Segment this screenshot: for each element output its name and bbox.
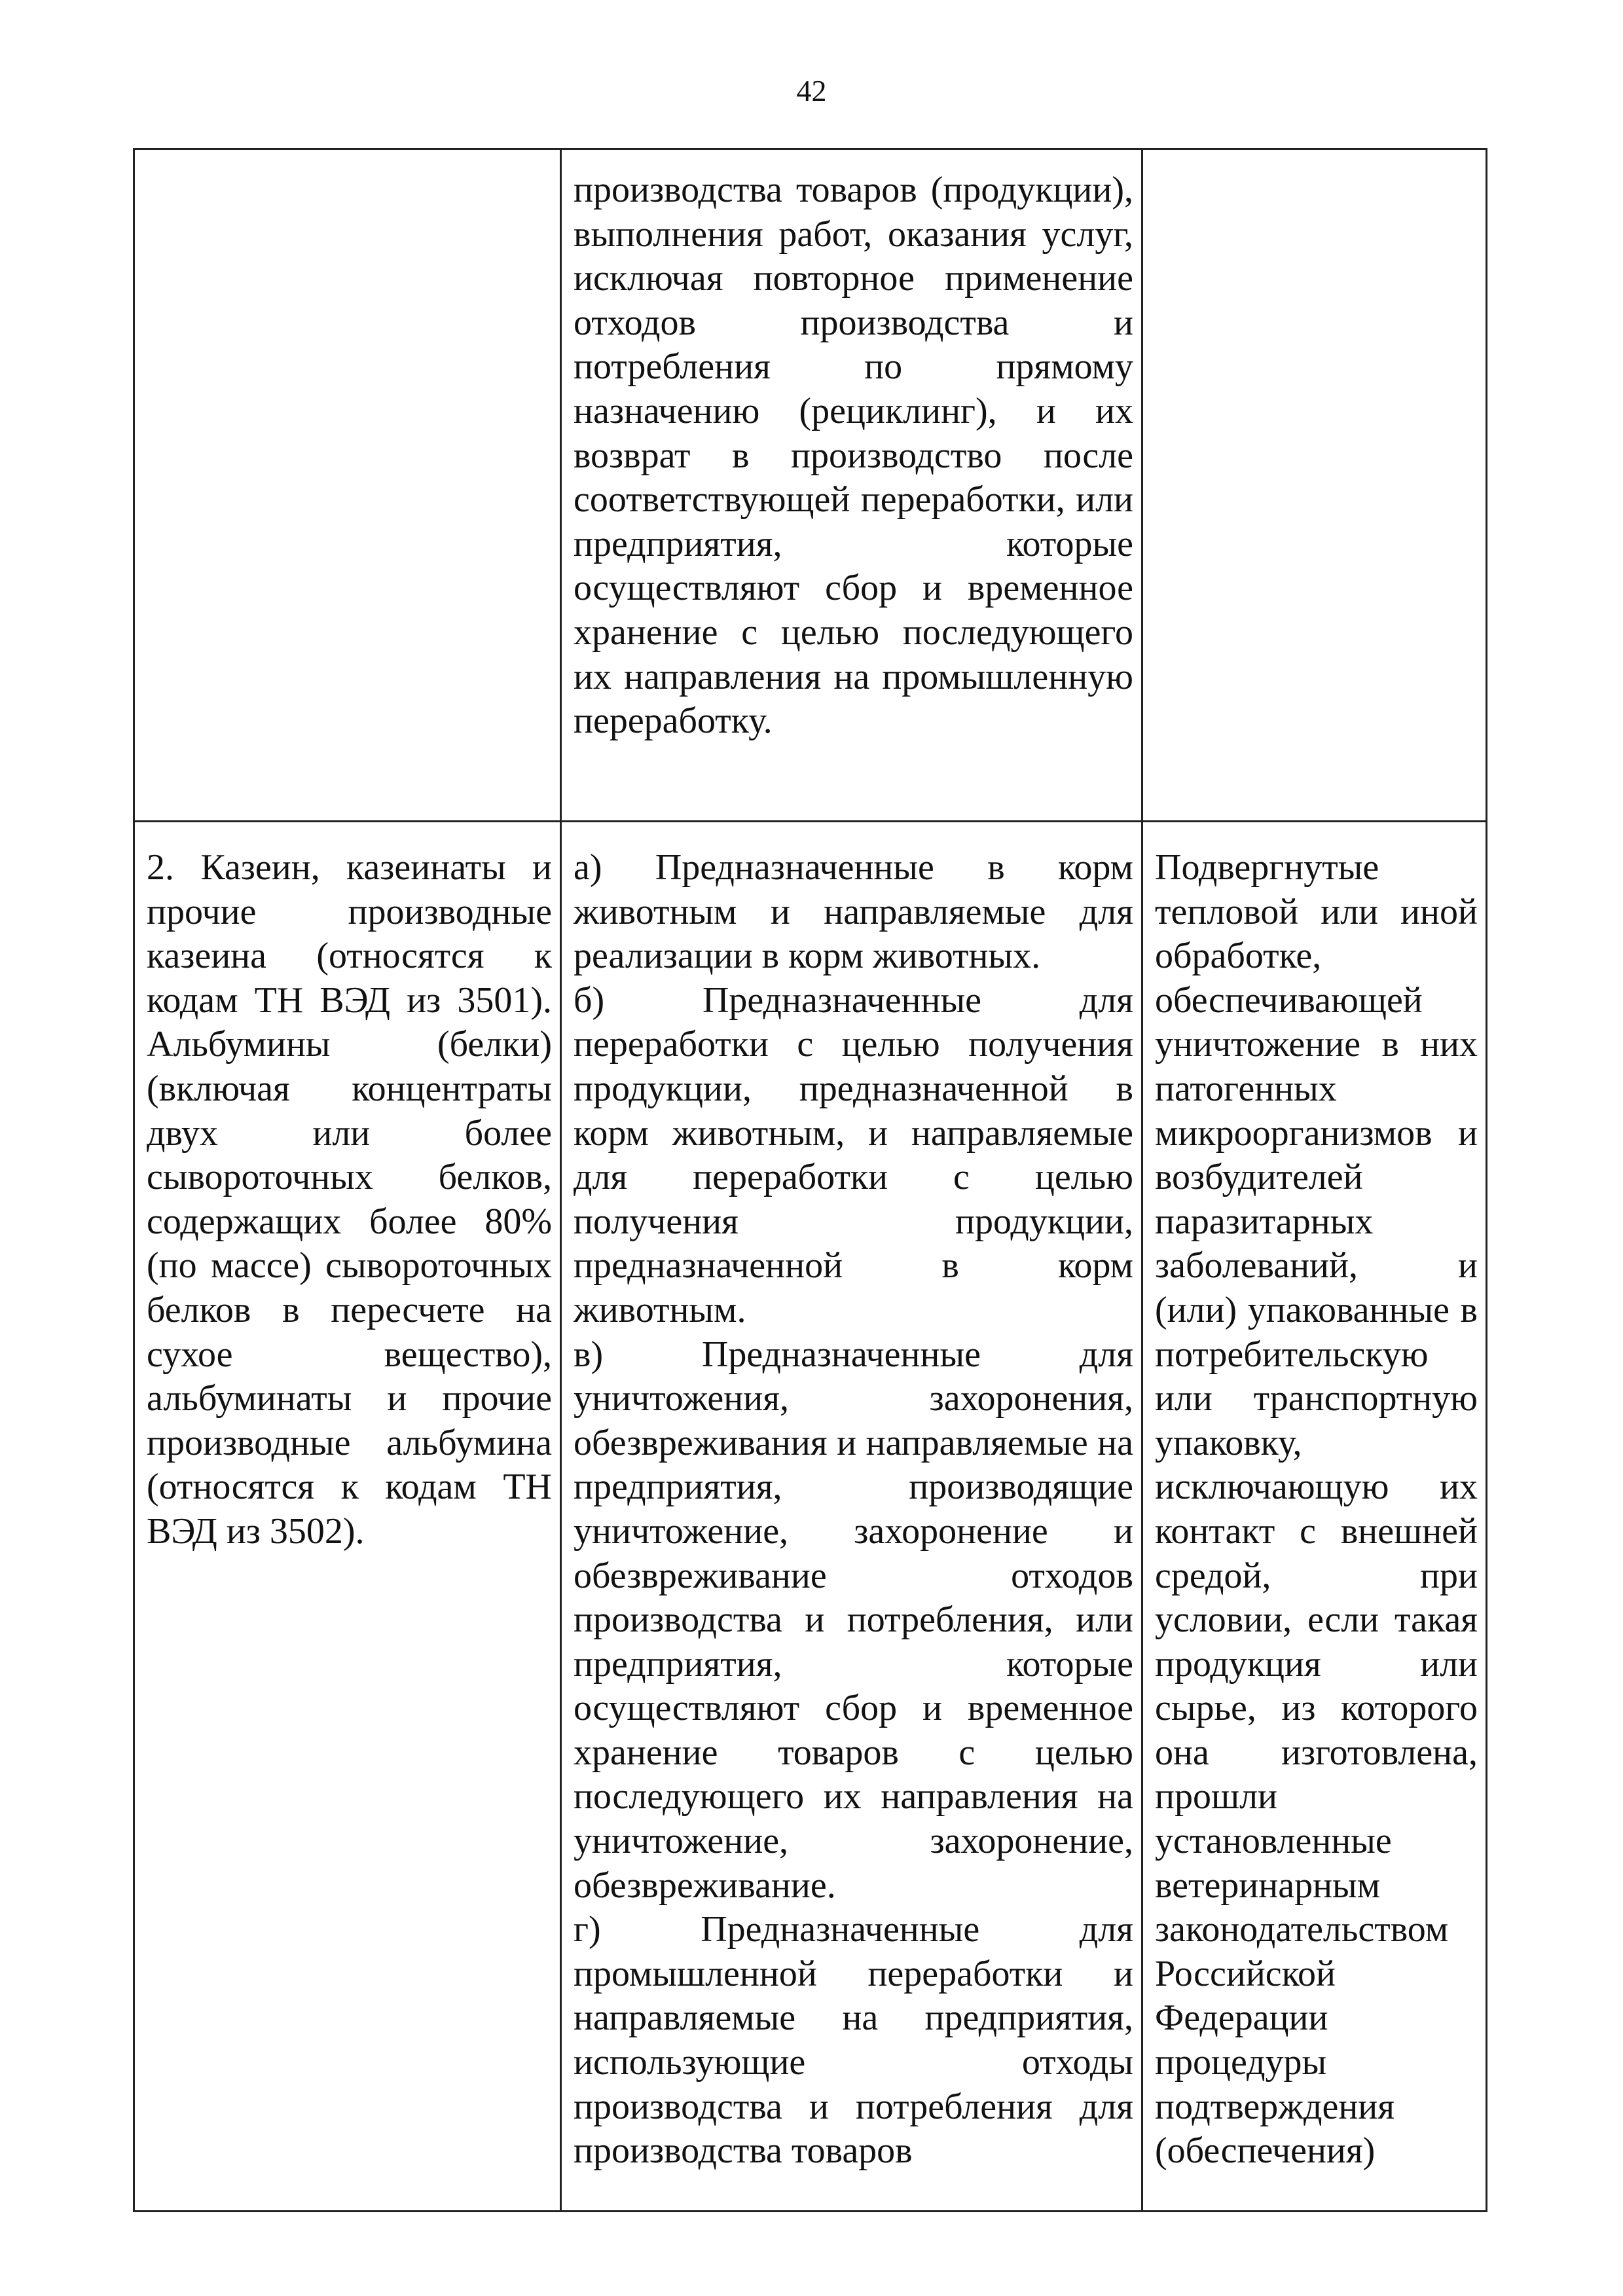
purpose-item-c: в) Предназначенные для уничтожения, захоронения, обезвреживания и направляемые на предприятия, производящие уничтожение, захоронение и обезвреживание отходов производства и потребления, или предприятия, которые осуществляют сбор и временное хранение товаров с целью последующего их направления на уничтожение, захоронение, обезвреживание. <box>574 1334 1133 1906</box>
cell-product-continued <box>134 149 561 822</box>
table-row-continuation <box>134 149 1487 822</box>
purpose-item-d: г) Предназначенные для промышленной переработки и направляемые на предприятия, использующие отходы производства и потребления для производства товаров <box>574 1909 1133 2172</box>
cell-purpose <box>561 822 1142 2212</box>
page-number: 42 <box>796 74 827 107</box>
regulation-table <box>133 148 1487 2212</box>
product-description: 2. Казеин, казеинаты и прочие производные казеина (относятся к кодам ТН ВЭД из 3501). Альбумины (белки) (включая концентраты двух или более сывороточных белков, содержащих более 80% (по массе) сывороточных белков в пересчете на сухое вещество), альбуминаты и прочие производные альбумина (относятся к кодам ТН ВЭД из 3502). <box>147 847 552 1552</box>
cell-conditions-continued <box>1142 149 1487 822</box>
cell-conditions <box>1142 822 1487 2212</box>
cell-product-name <box>134 822 561 2212</box>
conditions-text: Подвергнутые тепловой или иной обработке, обеспечивающей уничтожение в них патогенных микроорганизмов и возбудителей паразитарных заболеваний, и (или) упакованные в потребительскую или транспортную упаковку, исключающую их контакт с внешней средой, при условии, если такая продукция или сырье, из которого она изготовлена, прошли установленные ветеринарным законодательством Российской Федерации процедуры подтверждения (обеспечения) <box>1155 847 1478 2172</box>
purpose-item-b: б) Предназначенные для переработки с целью получения продукции, предназначенной в корм животным, и направляемые для переработки с целью получения продукции, предназначенной в корм животным. <box>574 979 1133 1330</box>
cell-purpose-continued <box>561 149 1142 822</box>
purpose-text-continued: производства товаров (продукции), выполнения работ, оказания услуг, исключая повторное применение отходов производства и потребления по прямому назначению (рециклинг), и их возврат в производство после соответствующей переработки, или предприятия, которые осуществляют сбор и временное хранение с целью последующего их направления на промышленную переработку. <box>574 170 1133 742</box>
purpose-item-a: а) Предназначенные в корм животным и направляемые для реализации в корм животных. <box>574 847 1133 977</box>
table-row-2 <box>134 822 1487 2212</box>
